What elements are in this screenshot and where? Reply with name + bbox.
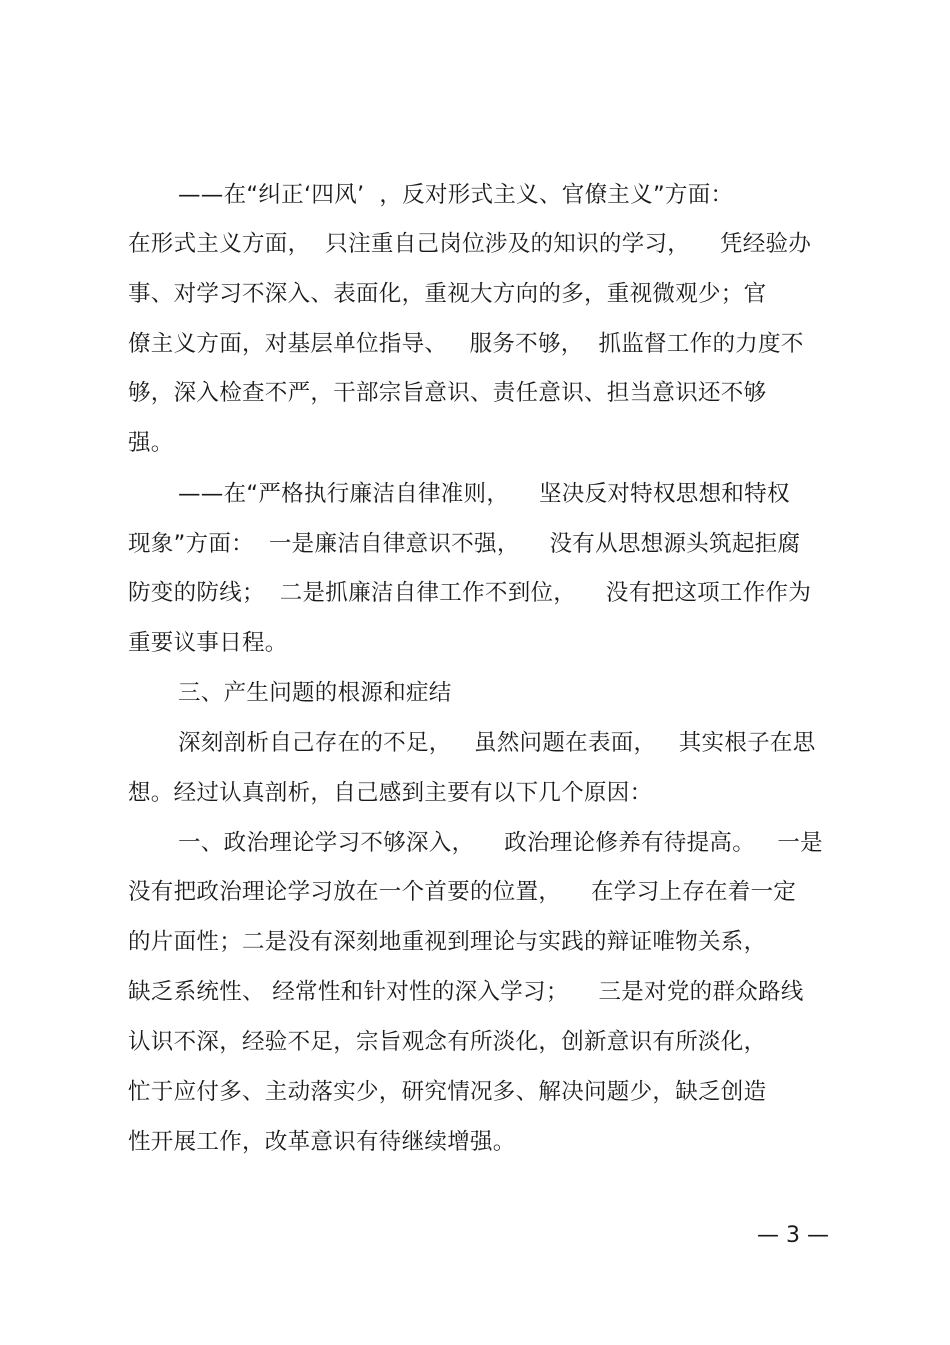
paragraph-line: 深刻剖析自己存在的不足， 虽然问题在表面， 其实根子在思 <box>178 730 816 756</box>
paragraph-line: 没有把政治理论学习放在一个首要的位置， 在学习上存在着一定 <box>128 879 797 905</box>
paragraph-line: 的片面性；二是没有深刻地重视到理论与实践的辩证唯物关系， <box>128 929 767 955</box>
paragraph-line: 一、政治理论学习不够深入， 政治理论修养有待提高。 一是 <box>178 830 823 856</box>
paragraph-line: 在形式主义方面， 只注重自己岗位涉及的知识的学习， 凭经验办 <box>128 231 812 257</box>
paragraph-line: 想。经过认真剖析，自己感到主要有以下几个原因： <box>128 780 653 806</box>
paragraph-line: 现象”方面： 一是廉洁自律意识不强， 没有从思想源头筑起拒腐 <box>128 531 801 557</box>
paragraph-line: 强。 <box>128 430 174 456</box>
paragraph-line: 防变的防线； 二是抓廉洁自律工作不到位， 没有把这项工作作为 <box>128 580 812 606</box>
page-number: — 3 — <box>757 1223 829 1248</box>
paragraph-line: 认识不深，经验不足，宗旨观念有所淡化，创新意识有所淡化， <box>128 1029 767 1055</box>
paragraph-line: 够，深入检查不严，干部宗旨意识、责任意识、担当意识还不够 <box>128 380 767 406</box>
paragraph-line: ——在“纠正‘四风’ ，反对形式主义、官僚主义”方面： <box>178 182 734 208</box>
paragraph-line: 性开展工作，改革意识有待继续增强。 <box>128 1129 516 1155</box>
paragraph-line: ——在“严格执行廉洁自律准则， 坚决反对特权思想和特权 <box>178 481 790 507</box>
paragraph-line: 忙于应付多、主动落实少，研究情况多、解决问题少，缺乏创造 <box>128 1079 767 1105</box>
paragraph-line: 僚主义方面，对基层单位指导、 服务不够， 抓监督工作的力度不 <box>128 331 804 357</box>
paragraph-line: 事、对学习不深入、表面化，重视大方向的多，重视微观少；官 <box>128 281 767 307</box>
paragraph-line: 缺乏系统性、 经常性和针对性的深入学习； 三是对党的群众路线 <box>128 979 804 1005</box>
paragraph-line: 重要议事日程。 <box>128 630 288 656</box>
section-heading: 三、产生问题的根源和症结 <box>178 680 452 706</box>
